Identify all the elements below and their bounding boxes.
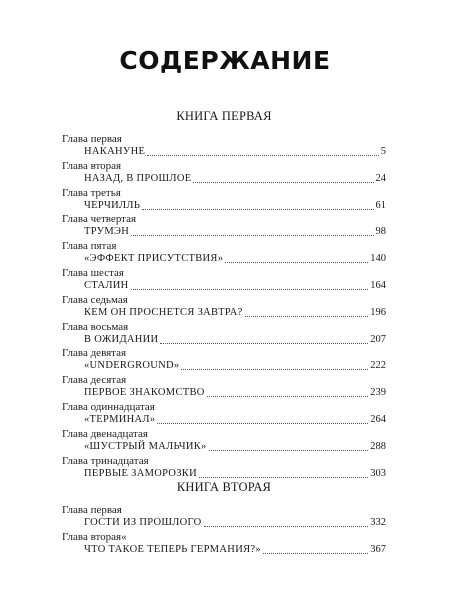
book-section [62, 107, 386, 481]
toc-entry[interactable] [62, 267, 386, 293]
chapter-title: «ТЕРМИНАЛ» [84, 413, 156, 425]
chapter-label: Глава первая [62, 504, 122, 516]
chapter-title: НАЗАД, В ПРОШЛОЕ [84, 172, 192, 184]
page-title: СОДЕРЖАНИЕ [119, 46, 331, 75]
chapter-row [62, 199, 386, 213]
chapter-row [62, 543, 386, 557]
chapter-list [62, 504, 386, 557]
chapter-label: Глава вторая« [62, 530, 127, 543]
chapter-title: ЧТО ТАКОЕ ТЕПЕРЬ ГЕРМАНИЯ?» [84, 543, 261, 555]
chapter-title: «UNDERGROUND» [84, 360, 180, 372]
chapter-label: Глава восьмая [62, 320, 129, 333]
chapter-label: Глава десятая [62, 374, 127, 387]
chapter-title: КЕМ ОН ПРОСНЕТСЯ ЗАВТРА? [84, 306, 243, 318]
chapter-title: «ЭФФЕКТ ПРИСУТСТВИЯ» [84, 253, 224, 265]
page-number: 24 [375, 172, 386, 184]
chapter-title: ГОСТИ ИЗ ПРОШЛОГО [84, 517, 202, 528]
chapter-label: Глава одиннадцатая [62, 400, 155, 413]
toc-entry[interactable] [62, 531, 386, 557]
toc-entry[interactable] [62, 240, 386, 266]
chapter-row [62, 413, 386, 427]
chapter-label: Глава четвертая [62, 213, 137, 226]
chapter-list [62, 133, 386, 481]
page-number: 303 [370, 467, 386, 479]
toc-entry[interactable] [62, 401, 386, 427]
page-number: 164 [370, 279, 386, 291]
chapter-label: Глава девятая [62, 347, 127, 360]
chapter-row [62, 306, 386, 320]
chapter-row [62, 145, 386, 159]
chapter-title: «ШУСТРЫЙ МАЛЬЧИК» [84, 440, 207, 452]
book-heading: КНИГА ВТОРАЯ [176, 480, 272, 494]
chapter-title: ПЕРВОЕ ЗНАКОМСТВО [84, 387, 205, 399]
chapter-label: Глава вторая [62, 159, 122, 172]
dot-leader [131, 235, 373, 236]
book-heading: КНИГА ПЕРВАЯ [176, 109, 272, 123]
dot-leader [207, 396, 369, 397]
dot-leader [204, 526, 369, 527]
toc-entry[interactable] [62, 321, 386, 347]
dot-leader [181, 369, 368, 370]
chapter-label: Глава пятая [62, 240, 117, 253]
page-number: 222 [370, 360, 386, 372]
dot-leader [225, 262, 368, 263]
dot-leader [147, 155, 379, 156]
toc-entry[interactable] [62, 294, 386, 320]
dot-leader [209, 450, 369, 451]
chapter-label: Глава первая [62, 133, 122, 145]
dot-leader [245, 316, 369, 317]
dot-leader [131, 289, 369, 290]
toc-entry[interactable] [62, 160, 386, 186]
page-number: 367 [370, 543, 386, 555]
page-number: 264 [370, 413, 386, 425]
chapter-label: Глава шестая [62, 266, 124, 279]
chapter-row [62, 386, 386, 400]
page-number: 332 [370, 517, 386, 528]
chapter-row [62, 279, 386, 293]
page-number: 61 [375, 199, 386, 211]
dot-leader [263, 553, 368, 554]
toc-entry[interactable] [62, 374, 386, 400]
chapter-title: В ОЖИДАНИИ [84, 333, 159, 345]
chapter-row [62, 359, 386, 373]
page-number: 239 [370, 387, 386, 399]
chapter-row [62, 333, 386, 347]
chapter-title: СТАЛИН [84, 279, 129, 291]
chapter-title: ЧЕРЧИЛЛЬ [84, 199, 141, 211]
dot-leader [193, 182, 373, 183]
chapter-label: Глава тринадцатая [62, 454, 149, 467]
chapter-label: Глава седьмая [62, 293, 128, 306]
chapter-row [62, 225, 386, 239]
dot-leader [142, 209, 373, 210]
page-number: 5 [380, 146, 386, 157]
toc-entry[interactable] [62, 428, 386, 454]
chapter-title: НАКАНУНЕ [84, 146, 146, 157]
toc-entry[interactable] [62, 133, 386, 159]
chapter-row [62, 172, 386, 186]
page-number: 288 [370, 440, 386, 452]
toc-entry[interactable] [62, 187, 386, 213]
chapter-row [62, 440, 386, 454]
toc-entry[interactable] [62, 455, 386, 481]
page-number: 196 [370, 306, 386, 318]
page-number: 98 [375, 226, 386, 238]
toc-entry[interactable] [62, 347, 386, 373]
chapter-title: ПЕРВЫЕ ЗАМОРОЗКИ [84, 467, 197, 479]
chapter-row [62, 252, 386, 266]
page-number: 207 [370, 333, 386, 345]
dot-leader [160, 343, 368, 344]
toc-entry[interactable] [62, 504, 386, 530]
page-number: 140 [370, 253, 386, 265]
chapter-row [62, 516, 386, 530]
dot-leader [157, 423, 368, 424]
book-section [62, 478, 386, 558]
toc-entry[interactable] [62, 213, 386, 239]
chapter-label: Глава третья [62, 186, 121, 199]
chapter-label: Глава двенадцатая [62, 427, 148, 440]
chapter-title: ТРУМЭН [84, 226, 130, 238]
